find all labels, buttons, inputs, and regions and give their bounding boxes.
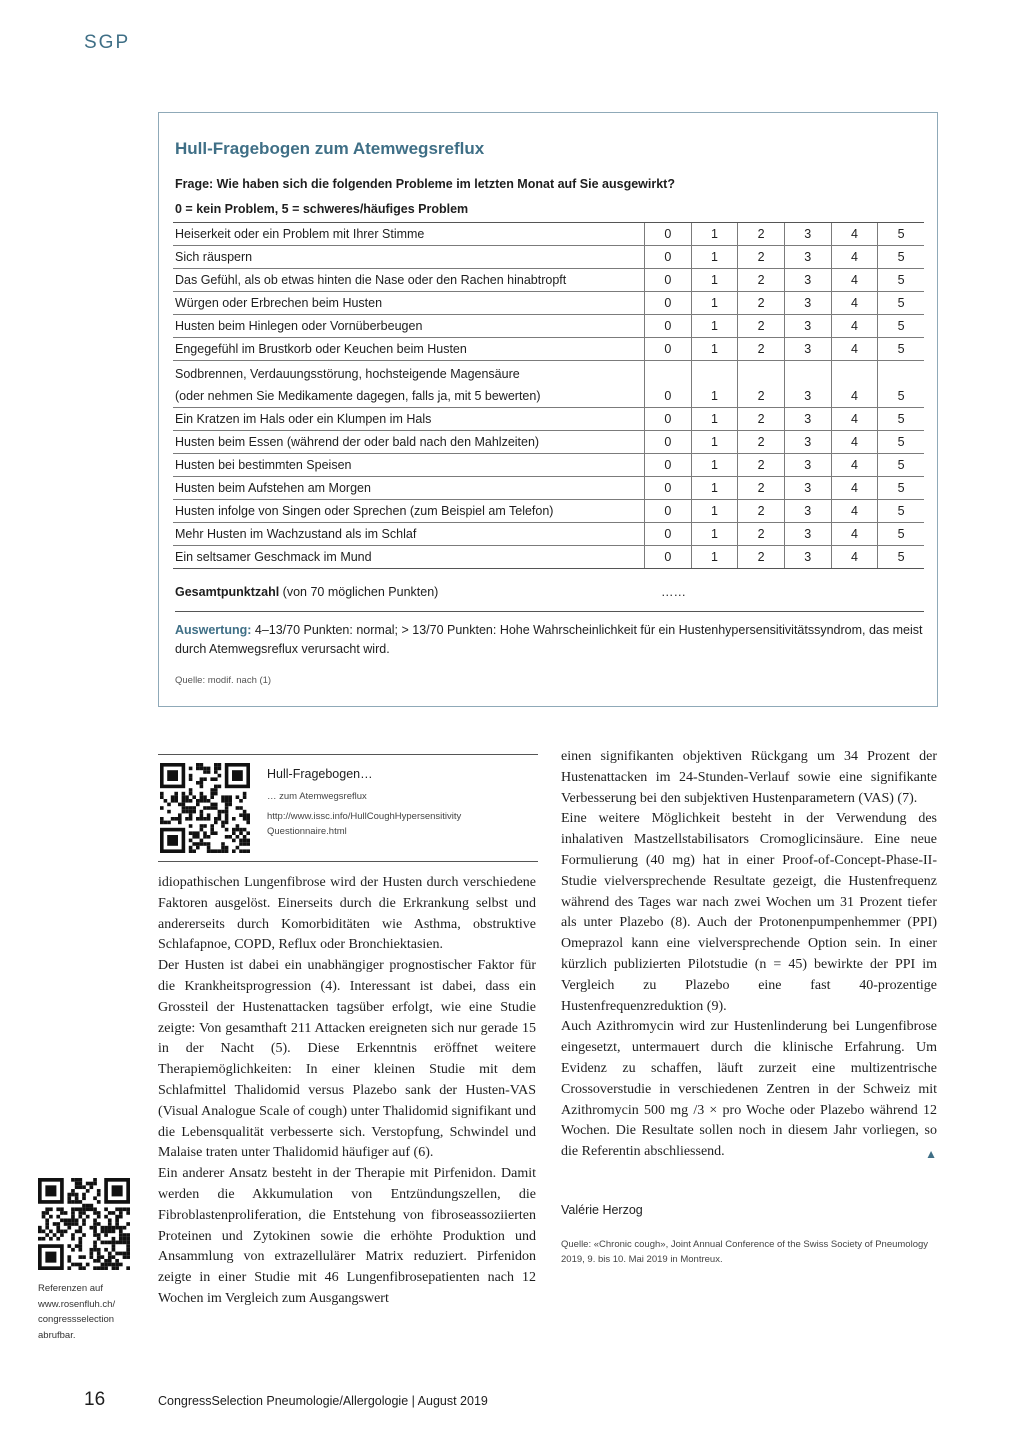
score-option[interactable]: 1 — [691, 246, 738, 269]
question-label: Ein Kratzen im Hals oder ein Klumpen im Hals — [173, 408, 644, 431]
score-option[interactable]: 5 — [878, 431, 924, 454]
question-row — [173, 269, 924, 292]
score-option[interactable]: 3 — [784, 361, 831, 408]
score-option[interactable]: 2 — [738, 523, 785, 546]
question-label: Husten beim Aufstehen am Morgen — [173, 477, 644, 500]
box-title: Hull-Fragebogen zum Atemwegsreflux — [175, 139, 485, 158]
qr-title: Hull-Fragebogen… — [267, 767, 373, 781]
note-line: abrufbar. — [38, 1329, 76, 1341]
score-option[interactable]: 0 — [644, 546, 691, 569]
question-text: Frage: Wie haben sich die folgenden Probleme im letzten Monat auf Sie ausgewirkt? — [175, 177, 675, 191]
score-option[interactable]: 1 — [691, 500, 738, 523]
score-option[interactable]: 3 — [784, 431, 831, 454]
score-option[interactable]: 2 — [738, 269, 785, 292]
score-option[interactable]: 3 — [784, 269, 831, 292]
score-option[interactable]: 0 — [644, 454, 691, 477]
score-option[interactable]: 2 — [738, 338, 785, 361]
question-row — [173, 546, 924, 569]
score-option[interactable]: 1 — [691, 269, 738, 292]
publication-footer: CongressSelection Pneumologie/Allergologie | August 2019 — [158, 1394, 488, 1408]
evaluation-body: 4–13/70 Punkten: normal; > 13/70 Punkten: Hohe Wahrscheinlichkeit für ein Hustenhypersensitivitätssyndrom, das meist durch Atemwegsreflux verursacht wird. — [175, 623, 923, 656]
question-row — [173, 315, 924, 338]
scale-legend: 0 = kein Problem, 5 = schweres/häufiges Problem — [175, 202, 469, 216]
score-option[interactable]: 4 — [831, 292, 878, 315]
score-option[interactable]: 0 — [644, 431, 691, 454]
score-option[interactable]: 0 — [644, 246, 691, 269]
total-value: …… — [661, 585, 686, 599]
question-label: Sodbrennen, Verdauungsstörung, hochsteigende Magensäure (oder nehmen Sie Medikamente dagegen, falls ja, mit 5 bewerten) — [173, 361, 644, 408]
article-source: Quelle: «Chronic cough», Joint Annual Conference of the Swiss Society of Pneumology 2019, 9. bis 10. Mai 2019 in Montreux. — [561, 1239, 929, 1265]
score-option[interactable]: 2 — [738, 500, 785, 523]
total-label: Gesamtpunktzahl — [175, 585, 280, 599]
score-option[interactable]: 1 — [691, 431, 738, 454]
score-option[interactable]: 1 — [691, 477, 738, 500]
score-option[interactable]: 4 — [831, 338, 878, 361]
qr-url-line1: http://www.issc.info/HullCoughHypersensitivity — [267, 811, 462, 822]
score-option[interactable]: 5 — [878, 223, 924, 246]
question-label: Husten beim Hinlegen oder Vornüberbeugen — [173, 315, 644, 338]
end-marker-icon: ▲ — [925, 1147, 937, 1162]
score-option[interactable]: 3 — [784, 523, 831, 546]
score-option[interactable]: 5 — [878, 500, 924, 523]
note-line: www.rosenfluh.ch/ — [38, 1298, 116, 1310]
paragraph: idiopathischen Lungenfibrose wird der Husten durch verschiedene Faktoren ausgelöst. Einerseits durch die Erkrankung selbst und andererseits durch Komorbiditäten wie Asthma, obstruktive Schlafapnoe, COPD, Reflux oder Bronchiektasien. — [158, 875, 536, 953]
box-source: Quelle: modif. nach (1) — [175, 675, 272, 686]
score-option[interactable]: 1 — [691, 361, 738, 408]
paragraph: Ein anderer Ansatz besteht in der Therapie mit Pirfenidon. Damit werden die Akkumulation von Entzündungszellen, die Fibroblastenproliferation, die Entstehung von fibroseassoziierten Proteinen und Zytokinen sowie die erhöhte Produktion und Ansammlung von extrazellulärer Matrix reduziert. Pirfenidon zeigte in einer Studie mit 46 Lungenfibrosepatienten nach 12 Wochen im Vergleich zum Ausgangswert — [158, 1166, 536, 1306]
question-label: Das Gefühl, als ob etwas hinten die Nase oder den Rachen hinabtropft — [173, 269, 644, 292]
score-option[interactable]: 1 — [691, 223, 738, 246]
score-option[interactable]: 3 — [784, 454, 831, 477]
score-option[interactable]: 0 — [644, 338, 691, 361]
qr-url-line2: Questionnaire.html — [267, 826, 347, 837]
question-row — [173, 454, 924, 477]
score-option[interactable]: 5 — [878, 315, 924, 338]
qr-link-block — [158, 754, 538, 862]
score-option[interactable]: 2 — [738, 546, 785, 569]
question-row — [173, 523, 924, 546]
score-option[interactable]: 4 — [831, 500, 878, 523]
score-option[interactable]: 1 — [691, 546, 738, 569]
note-line: Referenzen auf — [38, 1283, 103, 1294]
question-label: Husten bei bestimmten Speisen — [173, 454, 644, 477]
question-row — [173, 500, 924, 523]
score-option[interactable]: 0 — [644, 315, 691, 338]
score-option[interactable]: 5 — [878, 523, 924, 546]
qr-url[interactable] — [267, 809, 517, 839]
score-option[interactable]: 2 — [738, 315, 785, 338]
score-option[interactable]: 0 — [644, 361, 691, 408]
score-option[interactable]: 0 — [644, 477, 691, 500]
score-option[interactable]: 1 — [691, 315, 738, 338]
question-label: Sich räuspern — [173, 246, 644, 269]
question-row — [173, 408, 924, 431]
question-row — [173, 361, 924, 408]
score-option[interactable]: 2 — [738, 408, 785, 431]
author: Valérie Herzog — [561, 1203, 643, 1217]
score-option[interactable]: 5 — [878, 246, 924, 269]
page-number: 16 — [84, 1389, 106, 1410]
score-option[interactable]: 0 — [644, 523, 691, 546]
question-label: Engegefühl im Brustkorb oder Keuchen beim Husten — [173, 338, 644, 361]
score-option[interactable]: 5 — [878, 408, 924, 431]
score-option[interactable]: 4 — [831, 269, 878, 292]
score-option[interactable]: 0 — [644, 269, 691, 292]
total-score-row — [175, 585, 924, 612]
paragraph: Der Husten ist dabei ein unabhängiger prognostischer Faktor für die Krankheitsprogression (4). Interessant ist dabei, dass ein Grossteil der Hustenattacken tagsüber erfolgt, wie eine Studie zeigte: Von gesamthaft 211 Attacken ereigneten sich nur gerade 15 in der Nacht (5). Diese Erkenntnis eröffnet weitere Therapiemöglichkeiten: In einer kleinen Studie mit dem Schlafmittel Thalidomid versus Plazebo sank der Husten-VAS (Visual Analogue Scale of cough) unter Thalidomid signifikant und die Lebensqualität verbesserte sich. Verstopfung, Schwindel und Malaise traten unter Thalidomid häufiger auf (6). — [158, 958, 536, 1161]
score-option[interactable]: 5 — [878, 361, 924, 408]
note-line: congressselection — [38, 1314, 115, 1325]
references-note — [38, 1281, 138, 1343]
question-label: Husten infolge von Singen oder Sprechen (zum Beispiel am Telefon) — [173, 500, 644, 523]
question-label: Würgen oder Erbrechen beim Husten — [173, 292, 644, 315]
evaluation-text — [175, 621, 925, 659]
score-option[interactable]: 1 — [691, 454, 738, 477]
question-row — [173, 246, 924, 269]
score-option[interactable]: 4 — [831, 454, 878, 477]
score-option[interactable]: 4 — [831, 546, 878, 569]
score-option[interactable]: 2 — [738, 454, 785, 477]
question-row — [173, 477, 924, 500]
score-option[interactable]: 3 — [784, 408, 831, 431]
score-option[interactable]: 5 — [878, 269, 924, 292]
total-suffix: (von 70 möglichen Punkten) — [279, 585, 439, 599]
article-column-right — [561, 747, 937, 1165]
qr-subtitle: … zum Atemwegsreflux — [267, 791, 367, 802]
score-option[interactable]: 4 — [831, 246, 878, 269]
paragraph — [561, 1017, 937, 1163]
score-option[interactable]: 5 — [878, 454, 924, 477]
score-option[interactable]: 5 — [878, 546, 924, 569]
score-option[interactable]: 3 — [784, 477, 831, 500]
paragraph: Eine weitere Möglichkeit besteht in der Verwendung des inhalativen Mastzellstabilisators Cromoglicinsäure. Eine neue Formulierung (40 mg) hat in einer Proof-of-Concept-Phase-II-Studie vielversprechende Resultate gezeigt, die Hustenfrequenz während des Tages war nach zwei Wochen um 31 Prozent tiefer als unter Plazebo (8). Auch der Protonenpumpenhemmer (PPI) Omeprazol kann eine vielversprechende Option sein. In einer kürzlich publizierten Pilotstudie (n = 45) bewirkte der PPI im Vergleich zu Plazebo eine fast 40-prozentige Hustenfrequenzreduktion (9). — [561, 811, 937, 1014]
score-option[interactable]: 2 — [738, 477, 785, 500]
score-option[interactable]: 0 — [644, 292, 691, 315]
qr-code-icon[interactable] — [160, 763, 250, 853]
section-label: SGP — [84, 32, 131, 53]
score-option[interactable]: 3 — [784, 292, 831, 315]
evaluation-label: Auswertung: — [175, 623, 252, 637]
score-option[interactable]: 4 — [831, 223, 878, 246]
score-option[interactable]: 1 — [691, 523, 738, 546]
questionnaire-table — [173, 222, 924, 569]
question-row — [173, 223, 924, 246]
score-option[interactable]: 1 — [691, 292, 738, 315]
score-option[interactable]: 1 — [691, 408, 738, 431]
question-row — [173, 431, 924, 454]
question-label: Husten beim Essen (während der oder bald nach den Mahlzeiten) — [173, 431, 644, 454]
score-option[interactable]: 4 — [831, 361, 878, 408]
score-option[interactable]: 3 — [784, 546, 831, 569]
score-option[interactable]: 0 — [644, 408, 691, 431]
article-column-left — [158, 873, 536, 1310]
question-label: Mehr Husten im Wachzustand als im Schlaf — [173, 523, 644, 546]
paragraph: einen signifikanten objektiven Rückgang um 34 Prozent der Hustenattacken im 24-Stunden-Verlauf sowie eine signifikante Verbesserung bei den subjektiven Hustenparametern (VAS) (7). — [561, 749, 937, 806]
score-option[interactable]: 3 — [784, 315, 831, 338]
score-option[interactable]: 3 — [784, 246, 831, 269]
score-option[interactable]: 5 — [878, 292, 924, 315]
score-option[interactable]: 3 — [784, 223, 831, 246]
questionnaire-box — [158, 112, 938, 707]
score-option[interactable]: 0 — [644, 500, 691, 523]
paragraph-text: Auch Azithromycin wird zur Hustenlinderung bei Lungenfibrose eingesetzt, untermauert durch die klinische Erfahrung. Um Evidenz zu schaffen, läuft zurzeit eine multizentrische Crossoverstudie in verschiedenen Zentren in der Schweiz mit Azithromycin 500 mg /3 × pro Woche oder Plazebo während 12 Wochen. Die Resultate sollen noch in diesem Jahr vorliegen, so die Referentin abschliessend. — [561, 1019, 937, 1160]
score-option[interactable]: 5 — [878, 338, 924, 361]
score-option[interactable]: 4 — [831, 315, 878, 338]
qr-code-icon[interactable] — [38, 1178, 130, 1270]
score-option[interactable]: 2 — [738, 246, 785, 269]
score-option[interactable]: 3 — [784, 500, 831, 523]
score-option[interactable]: 4 — [831, 408, 878, 431]
score-option[interactable]: 2 — [738, 223, 785, 246]
question-row — [173, 292, 924, 315]
score-option[interactable]: 4 — [831, 523, 878, 546]
score-option[interactable]: 1 — [691, 338, 738, 361]
score-option[interactable]: 2 — [738, 431, 785, 454]
question-row — [173, 338, 924, 361]
score-option[interactable]: 0 — [644, 223, 691, 246]
question-label: Heiserkeit oder ein Problem mit Ihrer Stimme — [173, 223, 644, 246]
score-option[interactable]: 4 — [831, 477, 878, 500]
score-option[interactable]: 2 — [738, 361, 785, 408]
score-option[interactable]: 3 — [784, 338, 831, 361]
score-option[interactable]: 5 — [878, 477, 924, 500]
score-option[interactable]: 4 — [831, 431, 878, 454]
score-option[interactable]: 2 — [738, 292, 785, 315]
question-label: Ein seltsamer Geschmack im Mund — [173, 546, 644, 569]
